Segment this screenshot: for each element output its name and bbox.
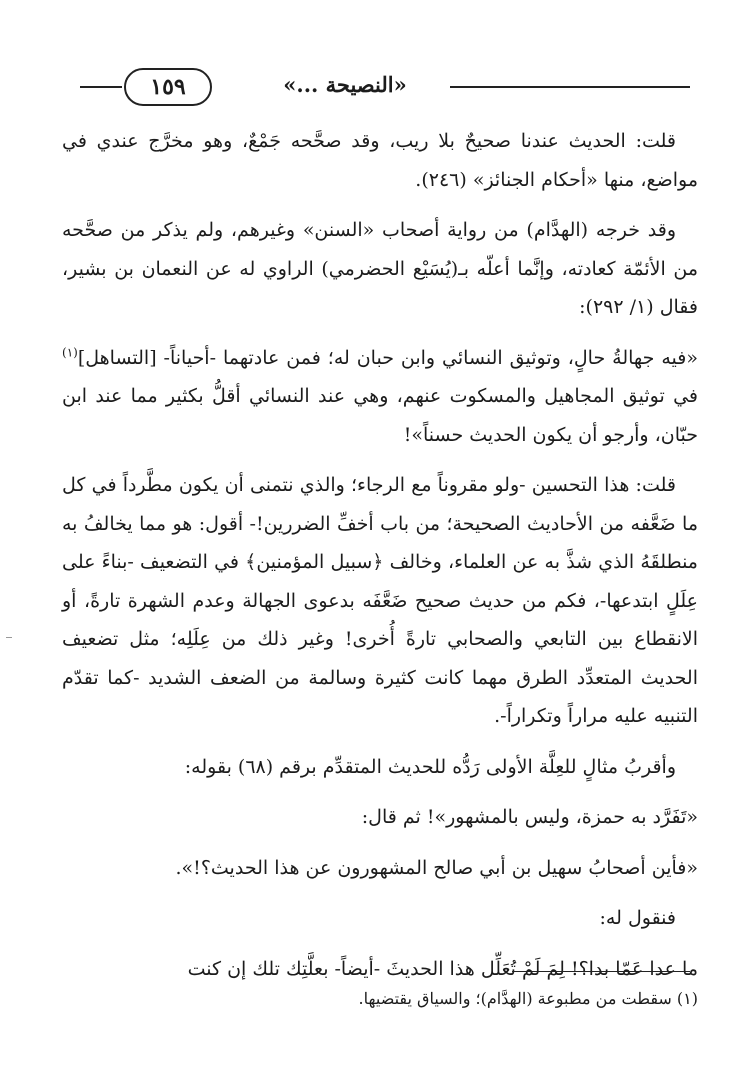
margin-mark <box>6 637 12 638</box>
quote-paragraph <box>62 339 698 455</box>
paragraph-1: قلت: الحديث عندنا صحيحٌ بلا ريب، وقد صحَّحه جَمْعٌ، وهو مخرَّج عندي في مواضع، منها «أحكام الجنائز» (٢٤٦). <box>62 130 698 191</box>
page-header <box>80 62 690 112</box>
footnote-ref: (١) <box>62 345 78 360</box>
header-rule-right <box>450 86 690 88</box>
paragraph-8: ما عدا عَمّا بدا؟! لِمَ لَمْ تُعَلِّل هذا الحديثَ -أيضاً- بعلَّتِك تلك إن كنت <box>187 957 698 980</box>
page-number: ١٥٩ <box>124 68 212 106</box>
paragraph-2: وقد خرجه (الهدَّام) من رواية أصحاب «السنن» وغيرهم، ولم يذكر من صحَّحه من الأئمّة كعادته، وإنَّما أعلّه بـ(يُسَيْع الحضرمي) الراوي له عن النعمان بن بشير، فقال (١/ ٢٩٢): <box>62 219 698 318</box>
footnote: (١) سقطت من مطبوعة (الهدَّام)؛ والسياق يقتضيها. <box>358 989 698 1008</box>
paragraph-5: «تَفَرَّد به حمزة، وليس بالمشهور»! ثم قال: <box>361 806 698 828</box>
running-title: «النصيحة ...» <box>283 72 407 97</box>
paragraph-3: قلت: هذا التحسين -ولو مقروناً مع الرجاء؛ والذي نتمنى أن يكون مطَّرداً في كل ما ضَعَّفه من الأحاديث الصحيحة؛ من باب أخفِّ الضررين!- أقول: هو مما يخالفُ به منطلقَهُ الذي شذَّ به عن العلماء، وخالف ﴿سبيل المؤمنين﴾ في التضعيف -بناءً على عِلَلٍ ابتدعها-، فكم من حديث صحيح ضَعَّفَه بدعوى الجهالة وعدم الشهرة تارةً، أو الانقطاع بين التابعي والصحابي تارةً أُخرى! وغير ذلك من عِلَلِه؛ مثل تضعيف الحديث المتعدِّد الطرق مهما كانت كثيرة وسالمة من الضعف الشديد -كما تقدّم التنبيه عليه مراراً وتكراراً-. <box>62 474 698 727</box>
paragraph-7: فنقول له: <box>599 907 676 929</box>
paragraph-6: «فأين أصحابُ سهيل بن أبي صالح المشهورون عن هذا الحديث؟!». <box>175 856 698 879</box>
quote-text: «فيه جهالةُ حالٍ، وتوثيق النسائي وابن حبان له؛ فمن عادتهما -أحياناً- [التساهل] <box>77 346 698 369</box>
header-rule-left <box>80 86 122 88</box>
page-body <box>62 122 698 1000</box>
footnote-separator <box>512 971 690 972</box>
paragraph-4: وأقربُ مثالٍ للعِلَّة الأولى رَدُّه للحديث المتقدِّم برقم (٦٨) بقوله: <box>184 755 676 778</box>
quote-continuation: في توثيق المجاهيل والمسكوت عنهم، وهي عند النسائي أقلُّ بكثير مما عند ابن حبّان، وأرجو أن يكون الحديث حسناً»! <box>62 385 698 446</box>
